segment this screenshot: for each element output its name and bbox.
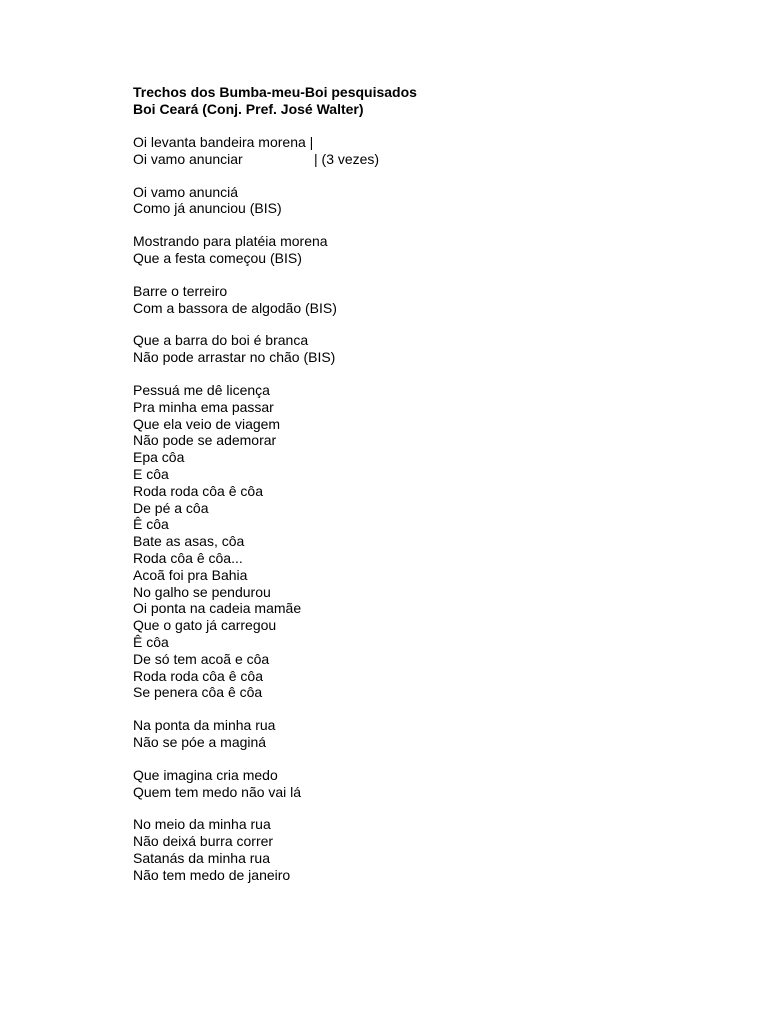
stanza-5 xyxy=(133,332,733,366)
verse-line: Ê côa xyxy=(133,516,169,533)
stanza-1 xyxy=(133,134,733,168)
stanza-7 xyxy=(133,717,733,751)
verse-line: Satanás da minha rua xyxy=(133,849,270,866)
verse-line: Que a festa começou (BIS) xyxy=(133,249,302,266)
stanza-4 xyxy=(133,283,733,317)
stanza-8 xyxy=(133,767,733,801)
verse-line: Oi ponta na cadeia mamãe xyxy=(133,600,302,617)
verse-line: De só tem acoã e côa xyxy=(133,650,270,667)
verse-line: Oi vamo anunciá xyxy=(133,183,239,200)
verse-line: Não pode se ademorar xyxy=(133,432,277,449)
verse-line-with-annotation xyxy=(133,151,733,168)
verse-line: De pé a côa xyxy=(133,499,209,516)
verse-line: No galho se pendurou xyxy=(133,583,271,600)
verse-line: Não deixá burra correr xyxy=(133,833,274,850)
verse-line: Roda roda côa ê côa xyxy=(133,667,263,684)
verse-line: Acoã foi pra Bahia xyxy=(133,566,248,583)
repeat-annotation: | (3 vezes) xyxy=(314,150,380,167)
document-title xyxy=(133,84,733,118)
verse-line: Se penera côa ê côa xyxy=(133,684,263,701)
verse-line-text: Oi vamo anunciar xyxy=(133,150,243,167)
stanza-2 xyxy=(133,184,733,218)
stanza-9 xyxy=(133,816,733,883)
verse-line: Pra minha ema passar xyxy=(133,398,274,415)
verse-line: Quem tem medo não vai lá xyxy=(133,783,302,800)
verse-line: Que ela veio de viagem xyxy=(133,415,281,432)
stanza-6 xyxy=(133,382,733,701)
verse-line: Roda côa ê côa... xyxy=(133,549,243,566)
stanza-3 xyxy=(133,233,733,267)
verse-line: Epa côa xyxy=(133,449,185,466)
stanza-list xyxy=(133,184,733,884)
verse-line: Que a barra do boi é branca xyxy=(133,332,309,349)
verse-line: Na ponta da minha rua xyxy=(133,717,276,734)
verse-line: Mostrando para platéia morena xyxy=(133,233,328,250)
verse-line: Roda roda côa ê côa xyxy=(133,482,263,499)
verse-line: Oi levanta bandeira morena | xyxy=(133,134,314,150)
verse-line: Como já anunciou (BIS) xyxy=(133,200,282,217)
verse-line: Não pode arrastar no chão (BIS) xyxy=(133,349,336,366)
verse-line: Que imagina cria medo xyxy=(133,766,278,783)
verse-line: Com a bassora de algodão (BIS) xyxy=(133,299,337,316)
document-page xyxy=(133,84,733,883)
verse-line: E côa xyxy=(133,465,169,482)
subtitle-line: Boi Ceará (Conj. Pref. José Walter) xyxy=(133,101,364,117)
verse-line: Barre o terreiro xyxy=(133,282,228,299)
verse-line: Que o gato já carregou xyxy=(133,617,277,634)
verse-line: Pessuá me dê licença xyxy=(133,381,270,398)
verse-line: Não tem medo de janeiro xyxy=(133,866,291,883)
verse-line: Bate as asas, côa xyxy=(133,533,245,550)
verse-line: No meio da minha rua xyxy=(133,816,271,833)
verse-line: Não se póe a maginá xyxy=(133,733,267,750)
title-line: Trechos dos Bumba-meu-Boi pesquisados xyxy=(133,84,417,100)
verse-line: Ê côa xyxy=(133,633,169,650)
